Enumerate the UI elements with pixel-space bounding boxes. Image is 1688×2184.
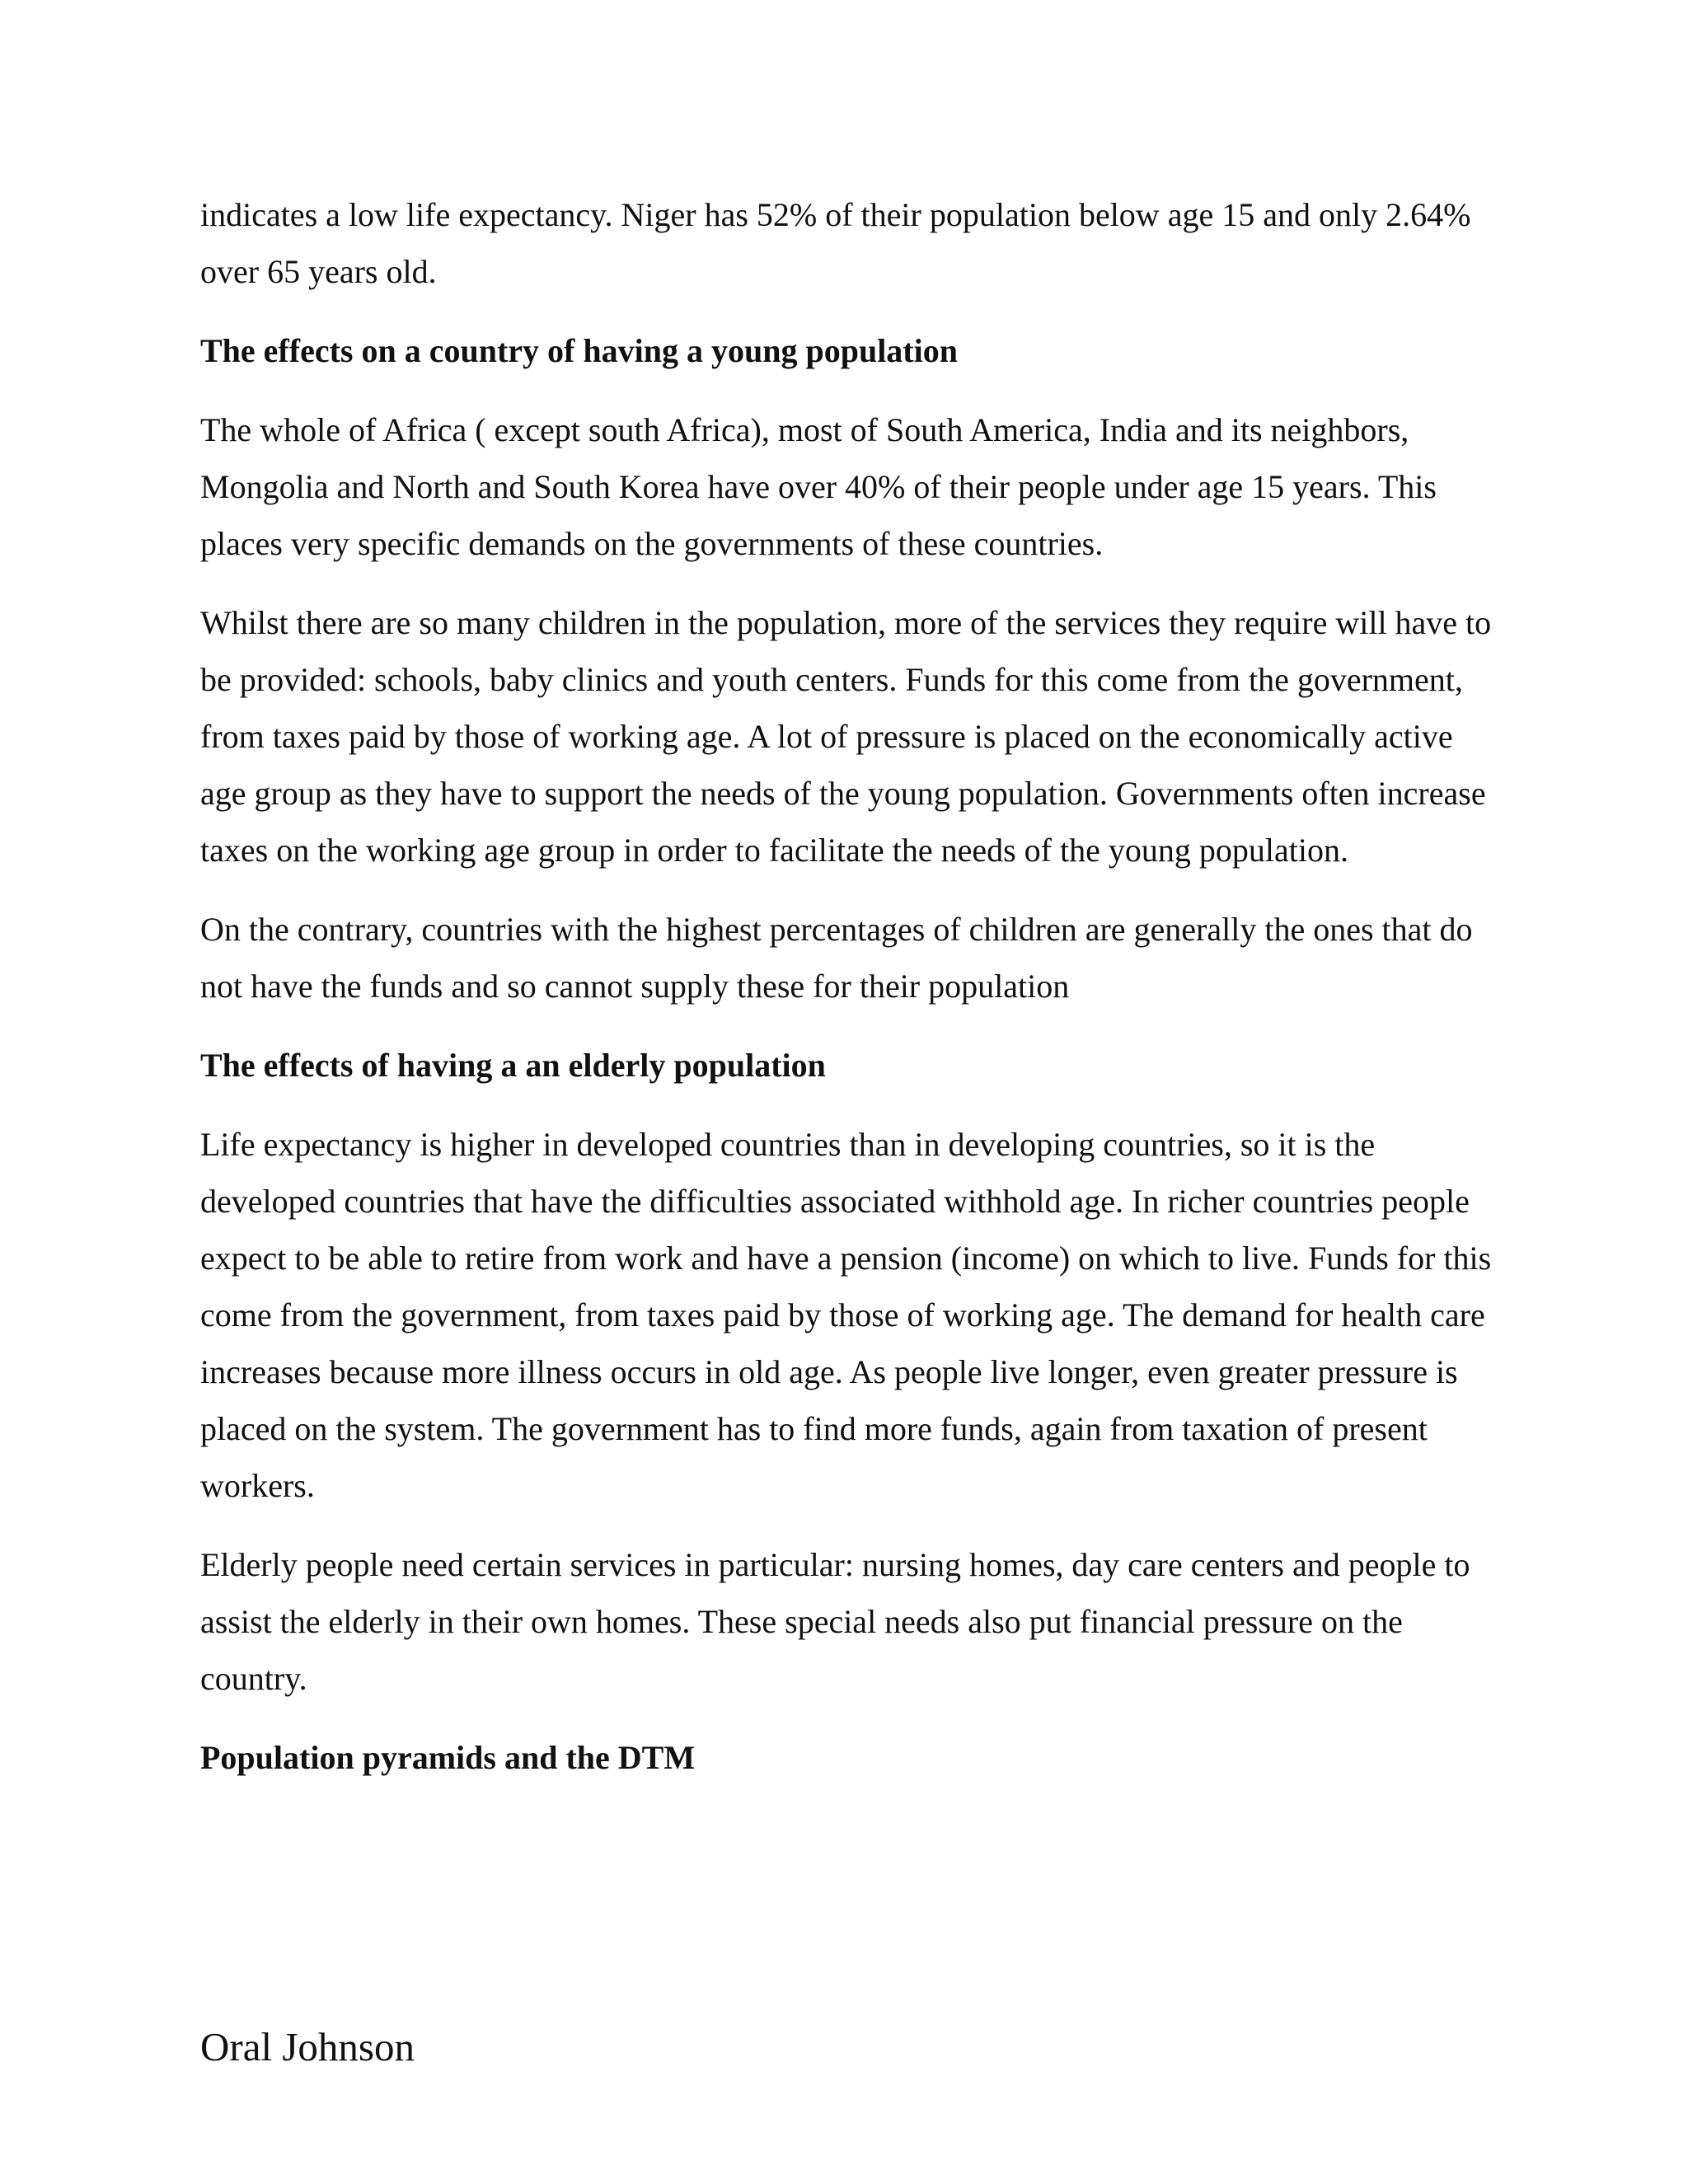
paragraph-children-services: Whilst there are so many children in the population, more of the services they require will have to be provided: schools, baby clinics and youth centers. Funds for this come from the government, from taxes paid by those of working age. A lot of pressure is placed on the economically active age group as they have to support the needs of the young population. Governments often increase taxes on the working age group in order to facilitate the needs of the young population. [200,604,1492,869]
paragraph-life-expectancy: indicates a low life expectancy. Niger has 52% of their population below age 15 and only 2.64% over 65 years old. [200,196,1471,290]
paragraph-developed-countries: Life expectancy is higher in developed countries than in developing countries, so it is the developed countries that have the difficulties associated withhold age. In richer countries people expect to be able to retire from work and have a pension (income) on which to live. Funds for this come from the government, from taxes paid by those of working age. The demand for health care increases because more illness occurs in old age. As people live longer, even greater pressure is placed on the system. The government has to find more funds, again from taxation of present workers. [200,1126,1492,1504]
heading-young-population: The effects on a country of having a young population [200,332,958,369]
heading-elderly-population: The effects of having a an elderly population [200,1047,826,1084]
heading-population-pyramids: Population pyramids and the DTM [200,1739,696,1776]
paragraph-elderly-services: Elderly people need certain services in particular: nursing homes, day care centers and people to assist the elderly in their own homes. These special needs also put financial pressure on the country. [200,1546,1470,1697]
document-body [200,186,1503,1808]
author-footer: Oral Johnson [200,2024,415,2069]
paragraph-africa-demographics: The whole of Africa ( except south Africa), most of South America, India and its neighbors, Mongolia and North and South Korea have over 40% of their people under age 15 years. This places very specific demands on the governments of these countries. [200,411,1437,562]
paragraph-funds-shortage: On the contrary, countries with the highest percentages of children are generally the ones that do not have the funds and so cannot supply these for their population [200,911,1473,1005]
